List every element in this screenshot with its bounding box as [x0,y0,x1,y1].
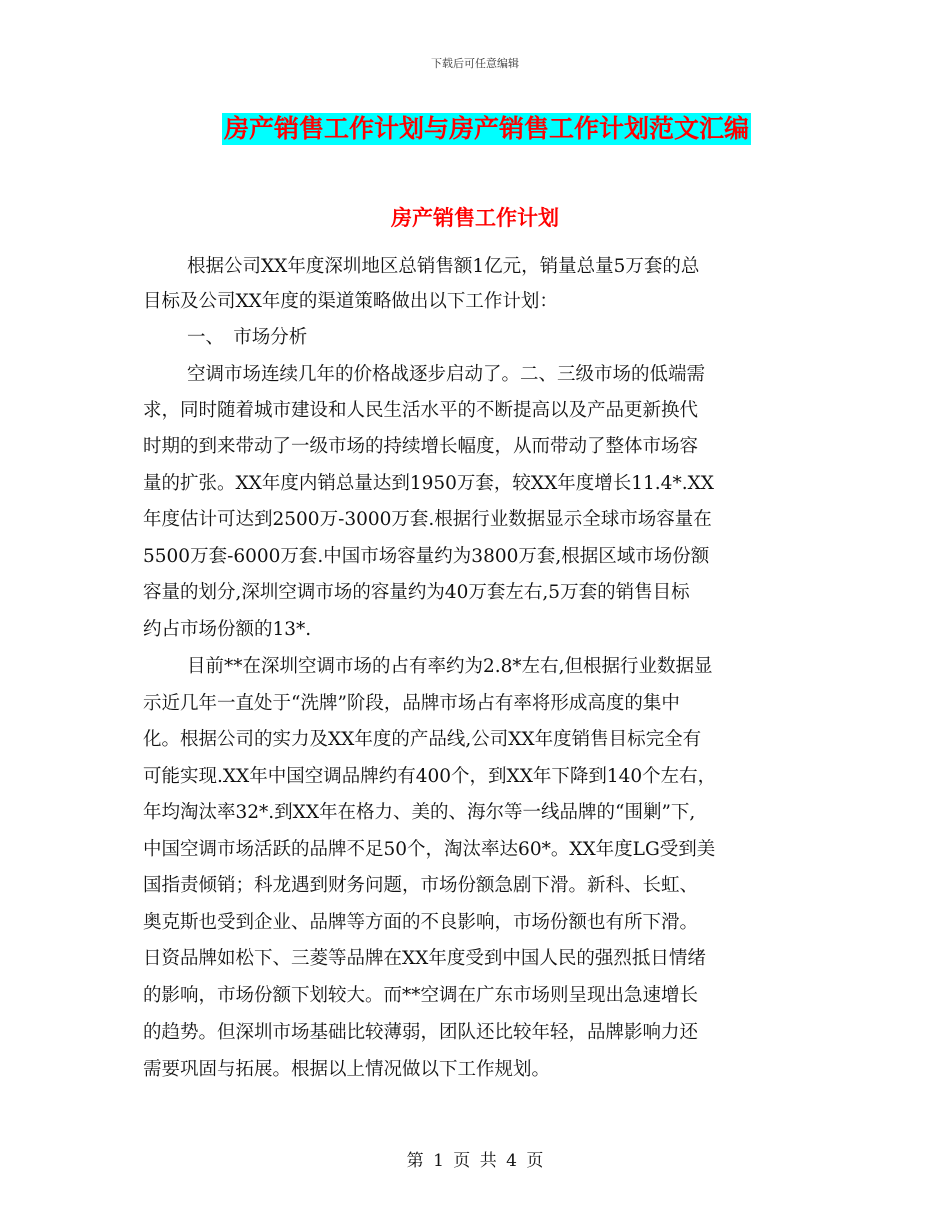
body-line: 日资品牌如松下、三菱等品牌在XX年度受到中国人民的强烈抵日情绪 [143,948,706,969]
body-line: 容量的划分,深圳空调市场的容量约为40万套左右,5万套的销售目标 [143,582,690,603]
page-number: 第 1 页 共 4 页 [406,1151,544,1171]
body-line: 量的扩张。XX年度内销总量达到1950万套，较XX年度增长11.4*.XX [143,473,714,494]
body-line: 化。根据公司的实力及XX年度的产品线,公司XX年度销售目标完全有 [143,729,702,750]
body-line: 根据公司XX年度深圳地区总销售额1亿元，销量总量5万套的总 [187,256,700,277]
body-line: 的影响，市场份额下划较大。而**空调在广东市场则呈现出急速增长 [143,985,699,1006]
list-heading-market-analysis: 一、 市场分析 [187,327,308,348]
body-line: 目标及公司XX年度的渠道策略做出以下工作计划： [143,291,558,312]
body-line: 时期的到来带动了一级市场的持续增长幅度，从而带动了整体市场容 [143,436,699,457]
body-line: 奥克斯也受到企业、品牌等方面的不良影响，市场份额也有所下滑。 [143,912,699,933]
section-title: 房产销售工作计划 [391,205,559,230]
body-line: 约占市场份额的13*. [143,619,312,640]
body-line: 求，同时随着城市建设和人民生活水平的不断提高以及产品更新换代 [143,400,699,421]
body-line: 可能实现.XX年中国空调品牌约有400个，到XX年下降到140个左右， [143,766,717,787]
body-line: 年均淘汰率32*.到XX年在格力、美的、海尔等一线品牌的“围剿”下, [143,802,696,823]
body-line: 示近几年一直处于“洗牌”阶段，品牌市场占有率将形成高度的集中 [143,693,680,714]
document-title: 房产销售工作计划与房产销售工作计划范文汇编 [224,114,750,143]
body-line: 空调市场连续几年的价格战逐步启动了。二、三级市场的低端需 [187,364,706,385]
body-line: 的趋势。但深圳市场基础比较薄弱，团队还比较年轻，品牌影响力还 [143,1022,699,1043]
body-line: 需要巩固与拓展。根据以上情况做以下工作规划。 [143,1059,551,1080]
body-line: 5500万套-6000万套.中国市场容量约为3800万套,根据区域市场份额 [143,546,710,567]
body-line: 目前**在深圳空调市场的占有率约为2.8*左右,但根据行业数据显 [187,656,713,677]
body-line: 国指责倾销；科龙遇到财务问题，市场份额急剧下滑。新科、长虹、 [143,875,699,896]
header-note: 下载后可任意编辑 [431,57,519,70]
body-line: 中国空调市场活跃的品牌不足50个，淘汰率达60*。XX年度LG受到美 [143,839,716,860]
body-line: 年度估计可达到2500万-3000万套.根据行业数据显示全球市场容量在 [143,509,712,530]
